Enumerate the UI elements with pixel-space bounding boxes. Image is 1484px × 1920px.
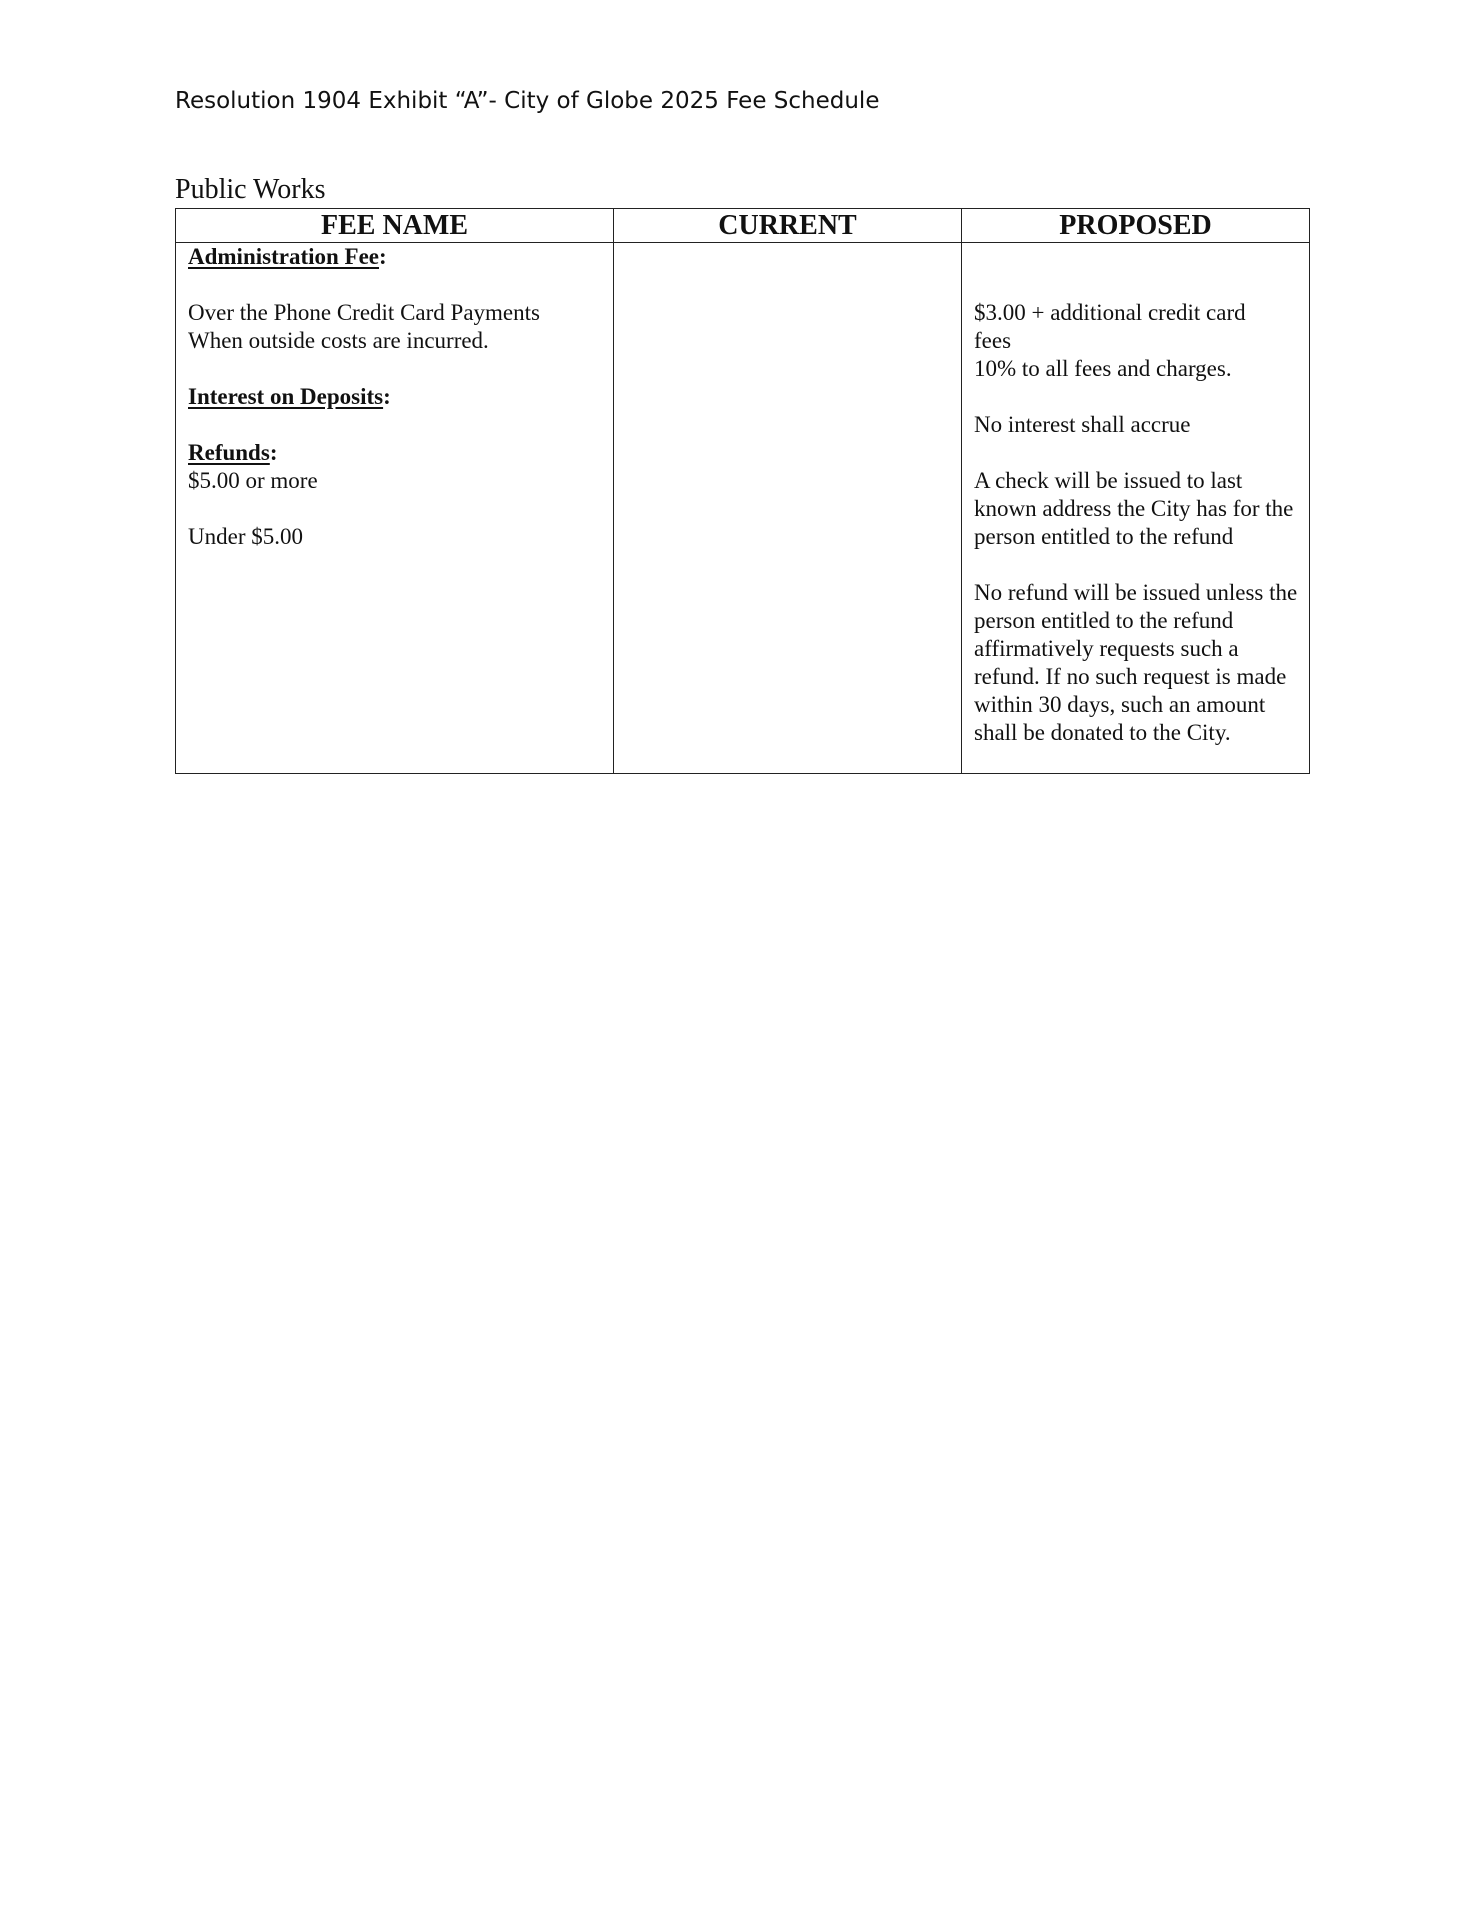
refund-over-label: $5.00 or more [188, 468, 318, 493]
phone-fee-line1: $3.00 + additional credit card [974, 300, 1246, 325]
section-title: Public Works [175, 174, 326, 205]
administration-fee-heading: Administration Fee: [188, 244, 387, 269]
current-cell [614, 243, 962, 774]
table-row [176, 243, 1310, 774]
phone-payments-label: Over the Phone Credit Card Payments [188, 300, 540, 325]
refund-under-label: Under $5.00 [188, 524, 303, 549]
refund-under-value: No refund will be issued unless the person entitled to the refund affirmatively requests such a refund. If no such request is made within 30 days, such an amount shall be donated to the City. [974, 580, 1298, 745]
outside-costs-value: 10% to all fees and charges. [974, 356, 1232, 381]
fee-name-cell [176, 243, 614, 774]
refunds-heading: Refunds: [188, 440, 278, 465]
interest-value: No interest shall accrue [974, 412, 1191, 437]
table-header-row [176, 209, 1310, 243]
page-header: Resolution 1904 Exhibit “A”- City of Globe 2025 Fee Schedule [175, 88, 880, 114]
phone-fee-line2: fees [974, 328, 1012, 353]
column-header-fee-name: FEE NAME [176, 209, 614, 243]
fee-schedule-table [175, 208, 1310, 774]
proposed-cell [962, 243, 1310, 774]
outside-costs-label: When outside costs are incurred. [188, 328, 489, 353]
refund-over-value: A check will be issued to last known address the City has for the person entitled to the refund [974, 468, 1294, 549]
column-header-current: CURRENT [614, 209, 962, 243]
interest-on-deposits-heading: Interest on Deposits: [188, 384, 391, 409]
column-header-proposed: PROPOSED [962, 209, 1310, 243]
